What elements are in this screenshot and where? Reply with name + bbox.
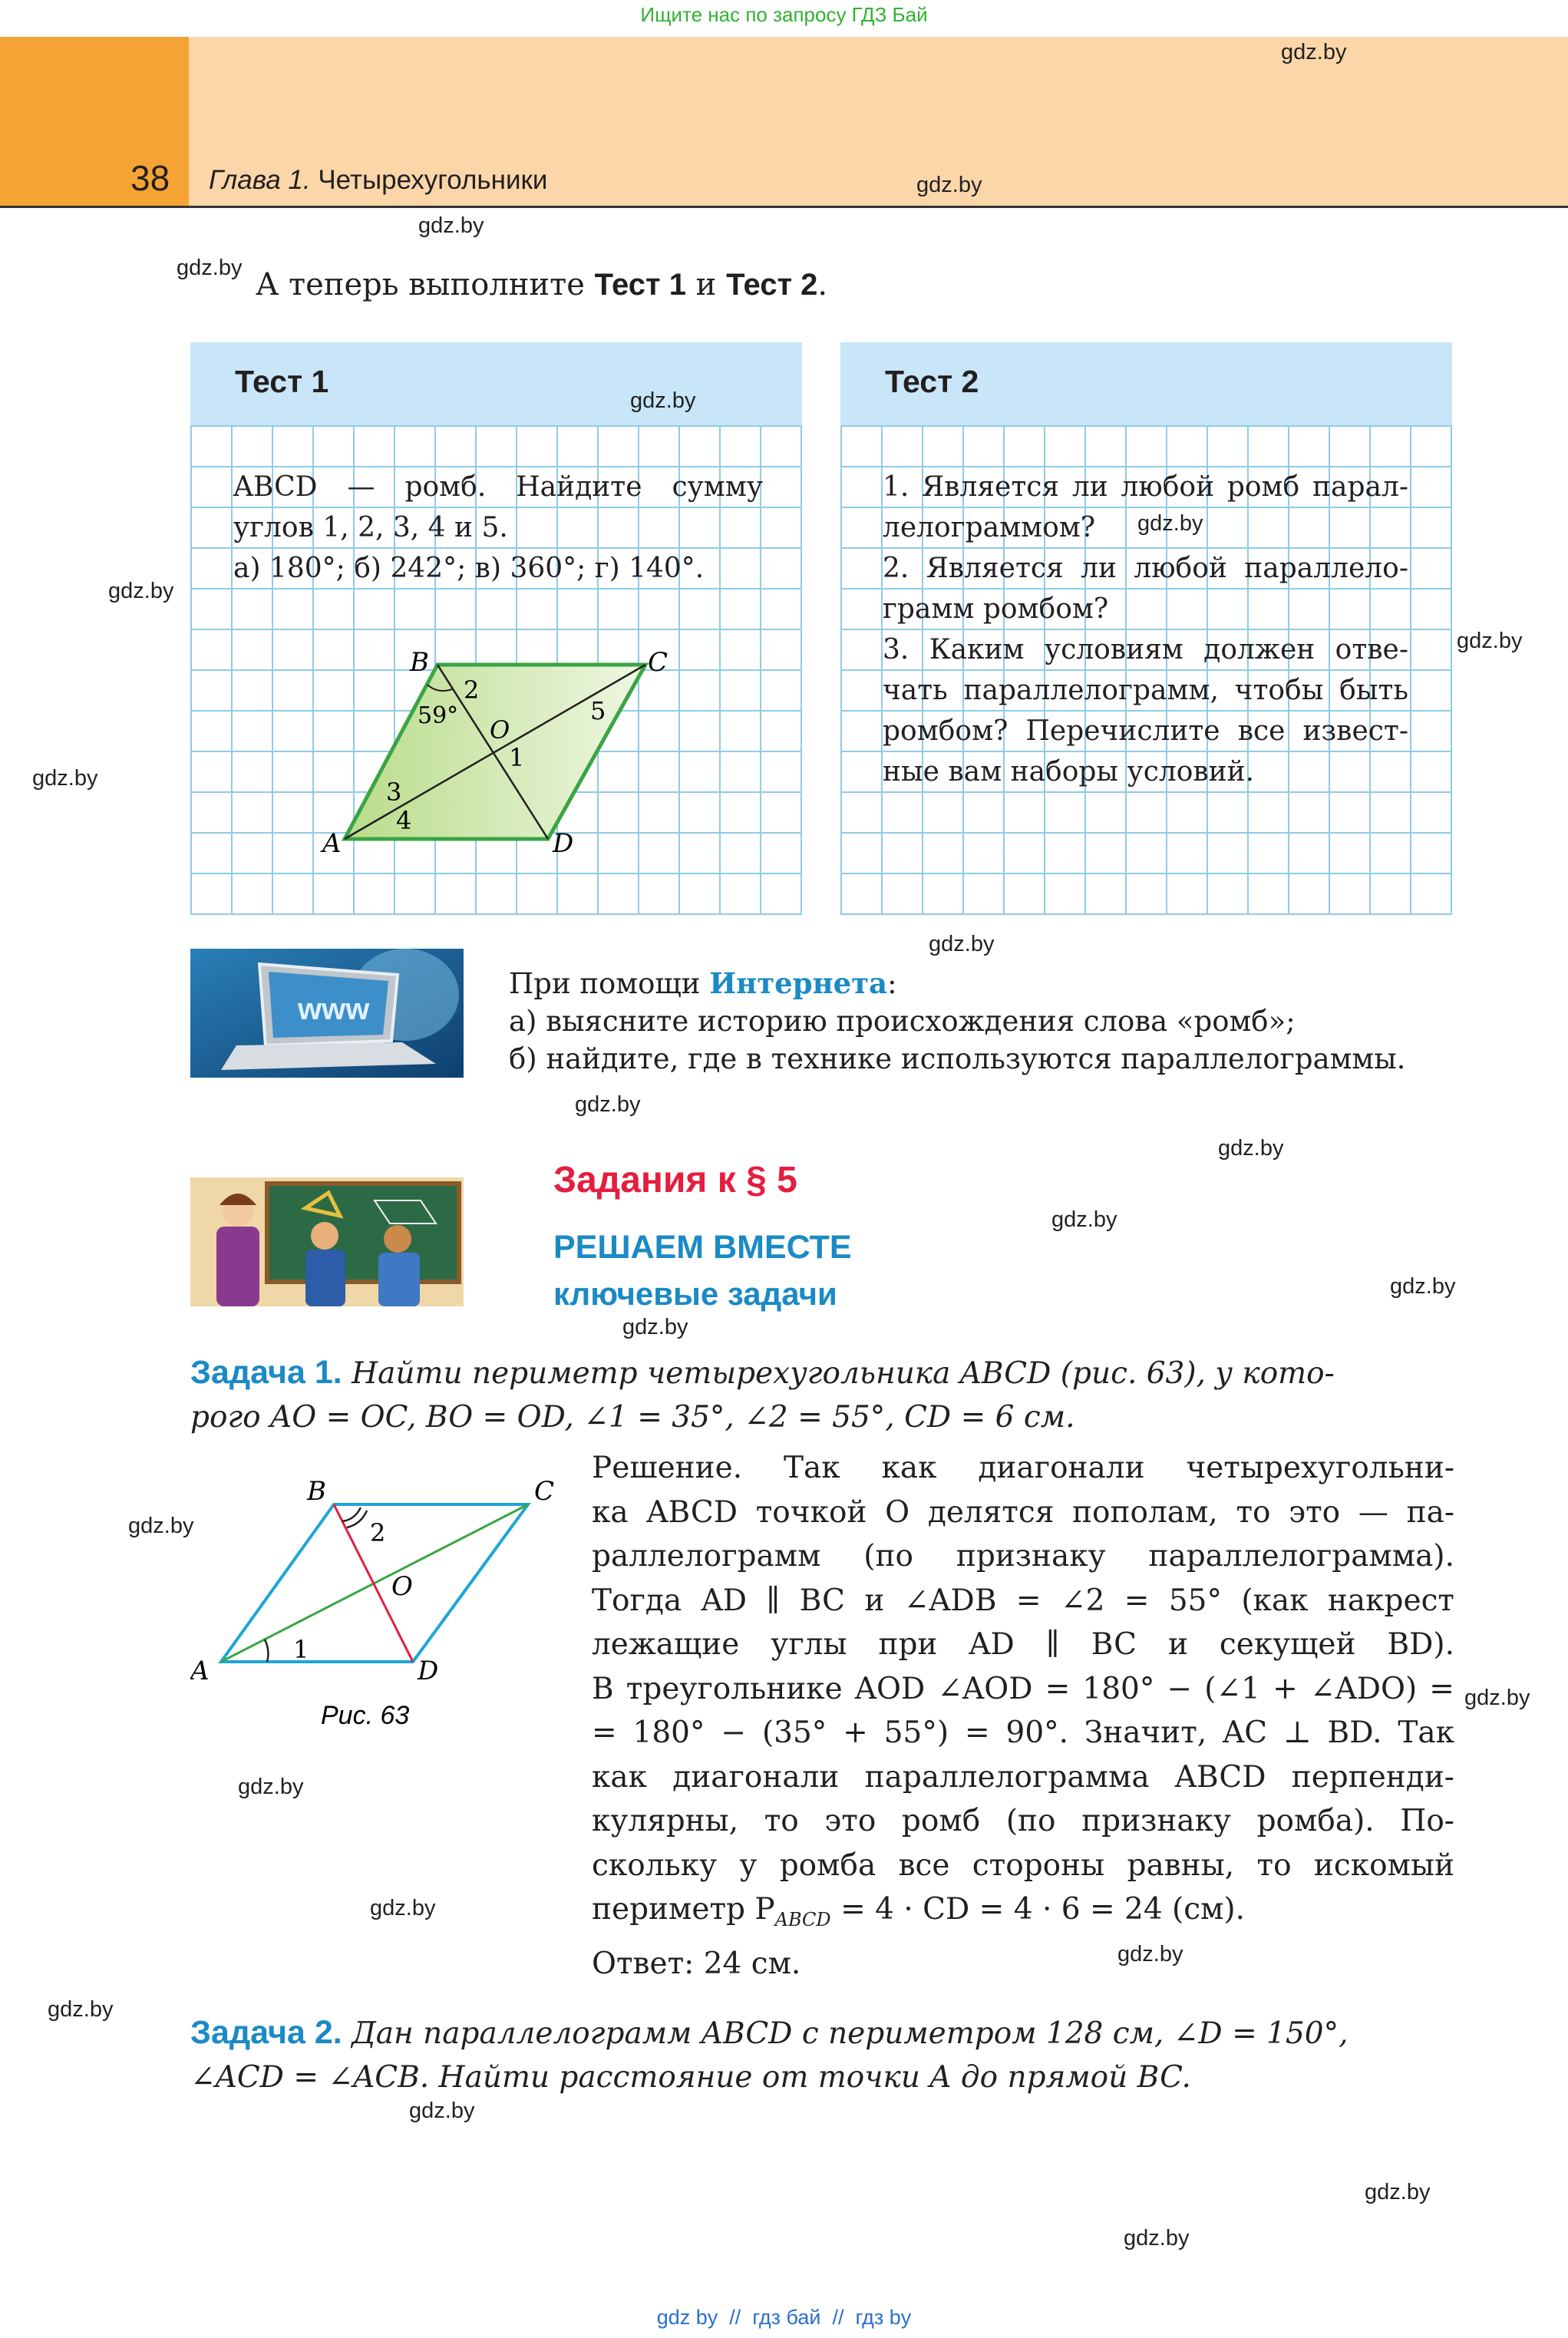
solution-line-7: = 180° − (35° + 55°) = 90°. Значит, AC ⊥ BD. Так [592,1716,1454,1750]
watermark: gdz.by [177,256,243,280]
test2-line-3: 2. Является ли любой параллело- [883,553,1408,584]
task1-statement-line-1 [190,1351,1457,1395]
solution-line-11 [592,1887,1454,1942]
solution-line-3: раллелограмм (по признаку параллелограмма). [592,1539,1454,1574]
watermark: gdz.by [1457,629,1523,653]
internet-lead: При помощи [509,967,701,1000]
watermark: gdz.by [916,173,982,197]
internet-item-b: б) найдите, где в технике используются параллелограммы. [509,1042,1406,1075]
label-b: B [410,647,429,678]
solution-line-8: как диагонали параллелограмма ABCD перпенди- [592,1759,1454,1795]
solution-line-5: лежащие углы при AD ∥ BC и секущей BD). [592,1627,1454,1662]
label-b-63: B [307,1476,326,1507]
watermark: gdz.by [238,1775,304,1799]
task1-solution [592,1446,1454,1986]
label-o-63: O [391,1571,413,1602]
test2-line-1: 1. Является ли любой ромб парал- [883,471,1408,503]
chapter-title [209,165,547,196]
task2-statement [190,2011,1457,2099]
intro-test1: Тест 1 [594,268,686,302]
intro-lead: А теперь выполните [256,267,585,302]
internet-colon: : [887,967,897,1000]
figure-63 [190,1474,574,1735]
watermark: gdz.by [1365,2180,1431,2204]
internet-highlight: Интернета [709,966,888,1000]
watermark: gdz.by [1051,1207,1117,1232]
test2-line-2: лелограммом? [883,512,1096,543]
test2-title: Тест 2 [885,364,979,399]
footer-links[interactable]: gdz by // гдз бай // гдз by [656,2306,912,2329]
test2-line-4: грамм ромбом? [883,593,1109,625]
watermark: gdz.by [929,932,995,956]
section-subtitle-1: РЕШАЕМ ВМЕСТЕ [553,1229,852,1266]
watermark: gdz.by [128,1514,194,1538]
figure-63-caption: Рис. 63 [321,1701,410,1730]
task2-statement-line-2: ∠ACD = ∠ACB. Найти расстояние от точки A до прямой BC. [190,2060,1191,2095]
solution-line-6: В треугольнике AOD ∠AOD = 180° − (∠1 + ∠ADO) = [592,1671,1454,1706]
watermark: gdz.by [575,1092,641,1117]
watermark: gdz.by [418,213,484,238]
angle-label-2: 2 [464,675,480,705]
intro-and: и [695,267,717,302]
test2-line-8: ные вам наборы условий. [883,756,1255,788]
angle-label-3: 3 [386,778,402,807]
watermark: gdz.by [108,579,174,603]
intro-test2: Тест 2 [726,268,818,302]
test1-rhombus-figure [190,342,802,915]
angle-label-59: 59° [418,702,459,729]
angle-2-63: 2 [370,1518,386,1547]
task2-statement-text-1: Дан параллелограмм ABCD с периметром 128 см, ∠D = 150°, [352,2016,1348,2051]
watermark: gdz.by [1124,2226,1190,2250]
perimeter-value: = 4 · CD = 4 · 6 = 24 (см). [830,1892,1246,1927]
test1-box [190,342,802,915]
test2-header [840,342,1452,425]
task2-statement-line-1 [190,2011,1457,2056]
internet-lead-line [509,965,1405,1002]
test2-line-7: ромбом? Перечислите все извест- [883,715,1408,747]
watermark: gdz.by [1464,1686,1530,1710]
label-d: D [553,828,574,859]
solution-line-1: Решение. Так как диагонали четырехугольни- [592,1451,1454,1485]
section-title: Задания к § 5 [553,1160,797,1200]
top-banner: Ищите нас по запросу ГДЗ Бай [640,3,928,26]
solution-answer: Ответ: 24 см. [592,1947,801,1982]
perimeter-subscript: ABCD [774,1908,831,1930]
angle-label-4: 4 [396,806,412,835]
watermark: gdz.by [1137,511,1203,536]
watermark: gdz.by [48,1997,114,2022]
internet-laptop-image [190,949,464,1078]
label-a-63: A [190,1656,210,1686]
task1-statement [190,1351,1457,1439]
watermark: gdz.by [409,2099,475,2123]
watermark: gdz.by [1117,1942,1183,1966]
label-c: C [648,647,668,678]
solution-line-9: кулярны, то это ромб (по признаку ромба). По- [592,1804,1454,1838]
test2-line-5: 3. Каким условиям должен отве- [883,634,1408,665]
solution-line-2: ка ABCD точкой O делятся пополам, то это — па- [592,1494,1454,1530]
watermark: gdz.by [32,766,98,791]
task2-label: Задача 2. [190,2014,342,2051]
watermark: gdz.by [1281,40,1347,64]
watermark: gdz.by [1390,1274,1456,1299]
internet-task [509,965,1405,1078]
task1-statement-text-1: Найти периметр четырехугольника ABCD (рис. 63), у кото- [352,1356,1335,1391]
test1-title: Тест 1 [235,364,329,399]
intro-line [256,267,827,302]
intro-end: . [817,267,828,302]
test1-line-1: ABCD — ромб. Найдите сумму [233,471,763,503]
watermark: gdz.by [370,1896,436,1920]
chapter-prefix: Глава 1. [209,165,311,195]
internet-item-a: а) выясните историю происхождения слова «ромб»; [509,1005,1296,1038]
solution-line-4: Тогда AD ∥ BC и ∠ADB = ∠2 = 55° (как накрест [592,1583,1454,1618]
chapter-name: Четырехугольники [318,165,548,195]
section-subtitle-2: ключевые задачи [553,1276,837,1312]
test1-line-3: а) 180°; б) 242°; в) 360°; г) 140°. [233,553,705,584]
test2-box [840,342,1452,915]
watermark: gdz.by [622,1315,688,1339]
angle-label-1: 1 [509,743,525,772]
classroom-image [190,1177,464,1306]
angle-label-5: 5 [590,696,606,725]
test2-line-6: чать параллелограмм, чтобы быть [883,675,1408,706]
label-a: A [322,828,342,859]
www-text: www [298,992,370,1026]
watermark: gdz.by [1218,1136,1284,1161]
header-divider [0,206,1568,208]
label-o: O [490,715,510,745]
label-d-63: D [418,1656,439,1686]
angle-1-63: 1 [293,1635,309,1664]
solution-line-10: скольку у ромба все стороны равны, то искомый [592,1848,1454,1883]
label-c-63: C [534,1476,555,1507]
page-number: 38 [130,158,170,198]
task1-statement-line-2: рого AO = OC, BO = OD, ∠1 = 35°, ∠2 = 55°, CD = 6 см. [190,1400,1075,1435]
watermark: gdz.by [630,388,696,413]
perimeter-label: периметр P [592,1892,775,1927]
task1-label: Задача 1. [190,1354,342,1391]
test1-line-2: углов 1, 2, 3, 4 и 5. [233,512,508,543]
